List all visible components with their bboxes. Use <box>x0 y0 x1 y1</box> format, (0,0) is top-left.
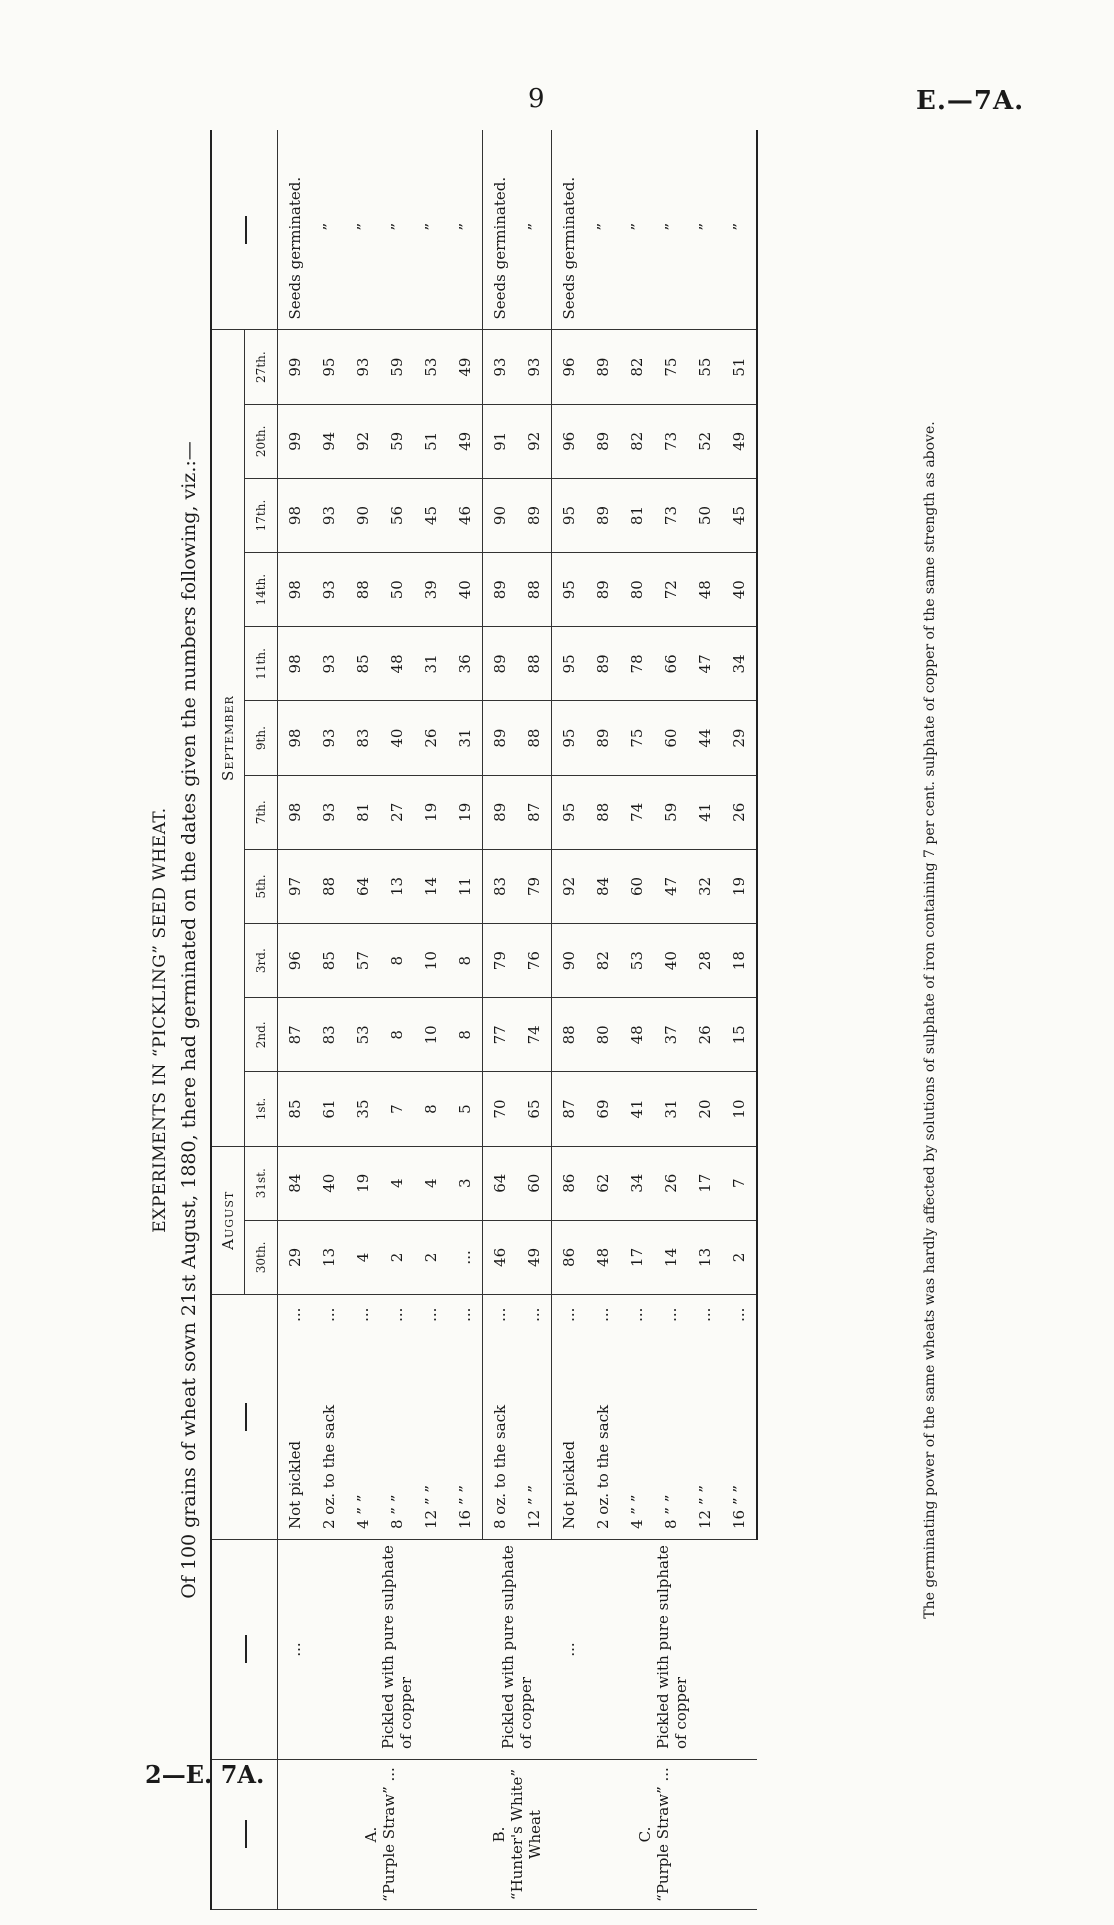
remark: ” <box>346 130 380 330</box>
germination-count: 88 <box>517 627 552 701</box>
germination-count: 49 <box>448 330 483 404</box>
pickling-rate: 4 ” ” <box>346 1335 380 1540</box>
page-footer-reference: 2—E. 7A. <box>145 1760 265 1789</box>
pickling-rate: 4 ” ” <box>620 1335 654 1540</box>
germination-count: 95 <box>552 627 587 701</box>
germination-count: 97 <box>278 849 313 923</box>
germination-count: 13 <box>380 849 414 923</box>
header-remarks <box>211 130 278 330</box>
remark: ” <box>722 130 757 330</box>
germination-count: ... <box>448 1220 483 1294</box>
germination-count: 83 <box>483 849 518 923</box>
germination-count: 44 <box>688 701 722 775</box>
group-b <box>483 130 552 1910</box>
germination-count: 14 <box>414 849 448 923</box>
germination-count: 80 <box>620 553 654 627</box>
germination-count: 81 <box>346 775 380 849</box>
germination-count: 51 <box>722 330 757 404</box>
germination-count: 53 <box>414 330 448 404</box>
germination-count: 15 <box>722 998 757 1072</box>
remark: Seeds germinated. <box>552 130 587 330</box>
germination-count: 49 <box>517 1220 552 1294</box>
remark: ” <box>517 130 552 330</box>
germination-count: 46 <box>483 1220 518 1294</box>
pickling-rate: 12 ” ” <box>414 1335 448 1540</box>
germination-count: 48 <box>620 998 654 1072</box>
header-dash <box>245 1636 247 1664</box>
pickling-rate: 16 ” ” <box>722 1335 757 1540</box>
germination-count: 90 <box>552 924 587 998</box>
germination-count: 92 <box>552 849 587 923</box>
germination-count: 80 <box>586 998 620 1072</box>
pickling-rate: Not pickled <box>552 1335 587 1540</box>
germination-count: 34 <box>722 627 757 701</box>
table-row <box>552 130 587 1910</box>
remark: ” <box>448 130 483 330</box>
leader-dots: ... <box>354 1307 372 1322</box>
germination-count: 8 <box>414 1072 448 1146</box>
germination-count: 29 <box>722 701 757 775</box>
leader-dots: ... <box>388 1307 406 1322</box>
germination-count: 34 <box>620 1146 654 1220</box>
group-c <box>552 130 758 1910</box>
germination-count: 93 <box>517 330 552 404</box>
table-row <box>312 130 346 1910</box>
germination-count: 89 <box>586 478 620 552</box>
germination-count: 75 <box>654 330 688 404</box>
germination-count: 75 <box>620 701 654 775</box>
germination-count: 31 <box>654 1072 688 1146</box>
footnote: The germinating power of the same wheats was hardly affected by solutions of sulphate of iron containing 7 per cent. sulphate of copper of the same strength as above. <box>922 421 938 1619</box>
pickling-rate: 2 oz. to the sack <box>312 1335 346 1540</box>
pickling-rate: 12 ” ” <box>688 1335 722 1540</box>
germination-count: 45 <box>414 478 448 552</box>
date-header: 11th. <box>245 627 278 701</box>
germination-count: 98 <box>278 627 313 701</box>
remark: ” <box>586 130 620 330</box>
germination-count: 98 <box>278 553 313 627</box>
germination-count: 55 <box>688 330 722 404</box>
germination-count: 7 <box>722 1146 757 1220</box>
table-row <box>483 130 518 1910</box>
germination-count: 88 <box>552 998 587 1072</box>
germination-count: 69 <box>586 1072 620 1146</box>
germination-count: 88 <box>346 553 380 627</box>
germination-count: 85 <box>278 1072 313 1146</box>
germination-count: 48 <box>380 627 414 701</box>
date-header: 27th. <box>245 330 278 404</box>
germination-count: 64 <box>483 1146 518 1220</box>
germination-count: 93 <box>312 553 346 627</box>
table-title: EXPERIMENTS IN “PICKLING” SEED WHEAT. <box>150 807 170 1233</box>
remark: Seeds germinated. <box>278 130 313 330</box>
germination-count: 59 <box>654 775 688 849</box>
germination-count: 47 <box>654 849 688 923</box>
leader-dots: ... <box>722 1295 757 1335</box>
header-dash <box>245 1821 247 1849</box>
date-header: 17th. <box>245 478 278 552</box>
germination-count: 98 <box>278 775 313 849</box>
germination-count: 50 <box>688 478 722 552</box>
germination-count: 53 <box>346 998 380 1072</box>
germination-count: 13 <box>312 1220 346 1294</box>
germination-count: 95 <box>312 330 346 404</box>
germination-count: 60 <box>654 701 688 775</box>
germination-count: 92 <box>517 404 552 478</box>
pickling-rate: Not pickled <box>278 1335 313 1540</box>
wheat-name: “Purple Straw” ... <box>654 1767 673 1902</box>
germination-count: 20 <box>688 1072 722 1146</box>
germination-count: 59 <box>380 404 414 478</box>
remark: ” <box>620 130 654 330</box>
document-reference: E.—7A. <box>916 86 1025 116</box>
date-header: 14th. <box>245 553 278 627</box>
germination-count: 99 <box>278 330 313 404</box>
germination-count: 45 <box>722 478 757 552</box>
germination-count: 31 <box>448 701 483 775</box>
germination-count: 81 <box>620 478 654 552</box>
germination-count: 5 <box>448 1072 483 1146</box>
pickling-rate: 16 ” ” <box>448 1335 483 1540</box>
germination-count: 2 <box>722 1220 757 1294</box>
germination-count: 89 <box>586 701 620 775</box>
germination-count: 95 <box>552 478 587 552</box>
germination-count: 89 <box>483 553 518 627</box>
germination-count: 2 <box>380 1220 414 1294</box>
germination-count: 70 <box>483 1072 518 1146</box>
germination-count: 2 <box>414 1220 448 1294</box>
germination-count: 87 <box>552 1072 587 1146</box>
germination-count: 96 <box>552 404 587 478</box>
wheat-variety-cell <box>552 1760 758 1910</box>
header-september: September <box>211 330 245 1146</box>
germination-count: 26 <box>722 775 757 849</box>
germination-count: 40 <box>722 553 757 627</box>
treatment-cell: Pickled with pure sulphate of copper <box>483 1540 552 1760</box>
header-dash <box>245 216 247 244</box>
germination-count: 56 <box>380 478 414 552</box>
remark: ” <box>654 130 688 330</box>
germination-count: 19 <box>414 775 448 849</box>
remark: Seeds germinated. <box>483 130 518 330</box>
group-label: C. <box>636 1826 655 1843</box>
date-header: 9th. <box>245 701 278 775</box>
germination-count: 19 <box>722 849 757 923</box>
header-treatment <box>211 1540 278 1760</box>
germination-count: 89 <box>586 330 620 404</box>
page-number: 9 <box>528 84 545 114</box>
germination-count: 73 <box>654 478 688 552</box>
germination-count: 79 <box>483 924 518 998</box>
germination-table <box>210 130 758 1910</box>
germination-count: 7 <box>380 1072 414 1146</box>
germination-count: 47 <box>688 627 722 701</box>
leader-dots: ... <box>491 1307 509 1322</box>
date-header: 31st. <box>245 1146 278 1220</box>
treatment-cell: ... <box>278 1540 313 1760</box>
germination-count: 87 <box>517 775 552 849</box>
germination-count: 95 <box>552 553 587 627</box>
date-header: 2nd. <box>245 998 278 1072</box>
germination-count: 46 <box>448 478 483 552</box>
germination-count: 26 <box>414 701 448 775</box>
germination-count: 83 <box>346 701 380 775</box>
germination-count: 90 <box>483 478 518 552</box>
germination-count: 84 <box>586 849 620 923</box>
germination-count: 19 <box>346 1146 380 1220</box>
germination-count: 86 <box>552 1146 587 1220</box>
germination-count: 59 <box>380 330 414 404</box>
germination-count: 41 <box>620 1072 654 1146</box>
header-wheat <box>211 1760 278 1910</box>
germination-count: 41 <box>688 775 722 849</box>
germination-count: 18 <box>722 924 757 998</box>
germination-count: 83 <box>312 998 346 1072</box>
germination-count: 98 <box>278 478 313 552</box>
date-header: 5th. <box>245 849 278 923</box>
header-dash <box>245 1403 247 1431</box>
germination-count: 13 <box>688 1220 722 1294</box>
group-a <box>278 130 483 1910</box>
germination-count: 88 <box>312 849 346 923</box>
germination-count: 62 <box>586 1146 620 1220</box>
germination-count: 89 <box>483 701 518 775</box>
table-row <box>586 130 620 1910</box>
germination-count: 91 <box>483 404 518 478</box>
germination-count: 64 <box>346 849 380 923</box>
treatment-cell: Pickled with pure sulphate of copper <box>312 1540 483 1760</box>
wheat-variety-cell <box>278 1760 483 1910</box>
germination-count: 93 <box>312 627 346 701</box>
germination-count: 88 <box>517 701 552 775</box>
header-august: August <box>211 1146 245 1294</box>
leader-dots: ... <box>422 1307 440 1322</box>
leader-dots: ... <box>696 1307 714 1322</box>
table-subtitle: Of 100 grains of wheat sown 21st August, 1880, there had germinated on the dates given the numbers following, viz.:— <box>178 441 200 1599</box>
leader-dots: ... <box>560 1307 578 1322</box>
germination-count: 93 <box>483 330 518 404</box>
germination-count: 82 <box>620 330 654 404</box>
leader-dots: ... <box>662 1307 680 1322</box>
treatment-cell: ... <box>552 1540 587 1760</box>
germination-count: 10 <box>722 1072 757 1146</box>
germination-count: 8 <box>448 924 483 998</box>
germination-count: 72 <box>654 553 688 627</box>
germination-count: 89 <box>483 775 518 849</box>
germination-count: 36 <box>448 627 483 701</box>
group-label: A. <box>362 1826 381 1843</box>
treatment-cell: Pickled with pure sulphate of copper <box>586 1540 757 1760</box>
germination-count: 40 <box>448 553 483 627</box>
germination-count: 51 <box>414 404 448 478</box>
germination-count: 92 <box>346 404 380 478</box>
germination-count: 48 <box>586 1220 620 1294</box>
germination-count: 89 <box>586 627 620 701</box>
germination-count: 32 <box>688 849 722 923</box>
germination-count: 78 <box>620 627 654 701</box>
germination-count: 40 <box>312 1146 346 1220</box>
leader-dots: ... <box>320 1307 338 1322</box>
rotated-content <box>150 130 950 1910</box>
germination-count: 99 <box>278 404 313 478</box>
germination-count: 88 <box>586 775 620 849</box>
germination-count: 10 <box>414 998 448 1072</box>
wheat-name: “Hunter's White” Wheat <box>508 1768 544 1901</box>
germination-count: 86 <box>552 1220 587 1294</box>
germination-count: 49 <box>448 404 483 478</box>
germination-count: 60 <box>620 849 654 923</box>
date-header: 1st. <box>245 1072 278 1146</box>
germination-count: 95 <box>552 775 587 849</box>
date-header: 7th. <box>245 775 278 849</box>
germination-count: 93 <box>312 701 346 775</box>
germination-count: 98 <box>278 701 313 775</box>
leader-dots: ... <box>628 1307 646 1322</box>
table-row <box>278 130 313 1910</box>
germination-count: 40 <box>380 701 414 775</box>
germination-count: 39 <box>414 553 448 627</box>
wheat-variety-cell <box>483 1760 552 1910</box>
germination-count: 76 <box>517 924 552 998</box>
germination-count: 26 <box>654 1146 688 1220</box>
pickling-rate: 8 oz. to the sack <box>483 1335 518 1540</box>
germination-count: 31 <box>414 627 448 701</box>
germination-count: 8 <box>380 924 414 998</box>
germination-count: 8 <box>380 998 414 1072</box>
germination-count: 84 <box>278 1146 313 1220</box>
remark: ” <box>380 130 414 330</box>
germination-count: 10 <box>414 924 448 998</box>
germination-count: 85 <box>312 924 346 998</box>
pickling-rate: 2 oz. to the sack <box>586 1335 620 1540</box>
germination-count: 52 <box>688 404 722 478</box>
germination-count: 19 <box>448 775 483 849</box>
date-header: 20th. <box>245 404 278 478</box>
germination-count: 93 <box>346 330 380 404</box>
germination-count: 96 <box>278 924 313 998</box>
germination-count: 3 <box>448 1146 483 1220</box>
date-header: 3rd. <box>245 924 278 998</box>
remark: ” <box>688 130 722 330</box>
germination-count: 27 <box>380 775 414 849</box>
germination-count: 29 <box>278 1220 313 1294</box>
germination-count: 73 <box>654 404 688 478</box>
germination-count: 4 <box>346 1220 380 1294</box>
germination-count: 17 <box>620 1220 654 1294</box>
germination-count: 79 <box>517 849 552 923</box>
pickling-rate: 8 ” ” <box>654 1335 688 1540</box>
germination-count: 17 <box>688 1146 722 1220</box>
germination-count: 87 <box>278 998 313 1072</box>
leader-dots: ... <box>286 1307 304 1322</box>
germination-count: 37 <box>654 998 688 1072</box>
group-label: B. <box>490 1826 508 1843</box>
germination-count: 88 <box>517 553 552 627</box>
wheat-name: “Purple Straw” ... <box>380 1767 399 1902</box>
germination-count: 48 <box>688 553 722 627</box>
germination-count: 93 <box>312 478 346 552</box>
germination-count: 53 <box>620 924 654 998</box>
leader-dots: ... <box>594 1307 612 1322</box>
germination-count: 82 <box>586 924 620 998</box>
germination-count: 85 <box>346 627 380 701</box>
germination-count: 74 <box>517 998 552 1072</box>
leader-dots: ... <box>448 1295 483 1335</box>
germination-count: 95 <box>552 701 587 775</box>
germination-count: 93 <box>312 775 346 849</box>
germination-count: 49 <box>722 404 757 478</box>
germination-count: 4 <box>414 1146 448 1220</box>
germination-count: 14 <box>654 1220 688 1294</box>
leader-dots: ... <box>517 1295 552 1335</box>
germination-count: 74 <box>620 775 654 849</box>
remark: ” <box>414 130 448 330</box>
germination-count: 57 <box>346 924 380 998</box>
germination-count: 89 <box>483 627 518 701</box>
germination-count: 61 <box>312 1072 346 1146</box>
germination-count: 94 <box>312 404 346 478</box>
germination-count: 50 <box>380 553 414 627</box>
germination-count: 60 <box>517 1146 552 1220</box>
remark: ” <box>312 130 346 330</box>
date-header: 30th. <box>245 1220 278 1294</box>
germination-count: 77 <box>483 998 518 1072</box>
germination-count: 40 <box>654 924 688 998</box>
pickling-rate: 8 ” ” <box>380 1335 414 1540</box>
germination-count: 96 <box>552 330 587 404</box>
germination-count: 35 <box>346 1072 380 1146</box>
germination-count: 4 <box>380 1146 414 1220</box>
germination-count: 8 <box>448 998 483 1072</box>
germination-count: 66 <box>654 627 688 701</box>
header-rate <box>211 1295 278 1540</box>
germination-count: 89 <box>586 404 620 478</box>
germination-count: 82 <box>620 404 654 478</box>
germination-count: 26 <box>688 998 722 1072</box>
pickling-rate: 12 ” ” <box>517 1335 552 1540</box>
germination-count: 65 <box>517 1072 552 1146</box>
germination-count: 89 <box>586 553 620 627</box>
germination-count: 90 <box>346 478 380 552</box>
germination-count: 28 <box>688 924 722 998</box>
germination-count: 89 <box>517 478 552 552</box>
germination-count: 11 <box>448 849 483 923</box>
